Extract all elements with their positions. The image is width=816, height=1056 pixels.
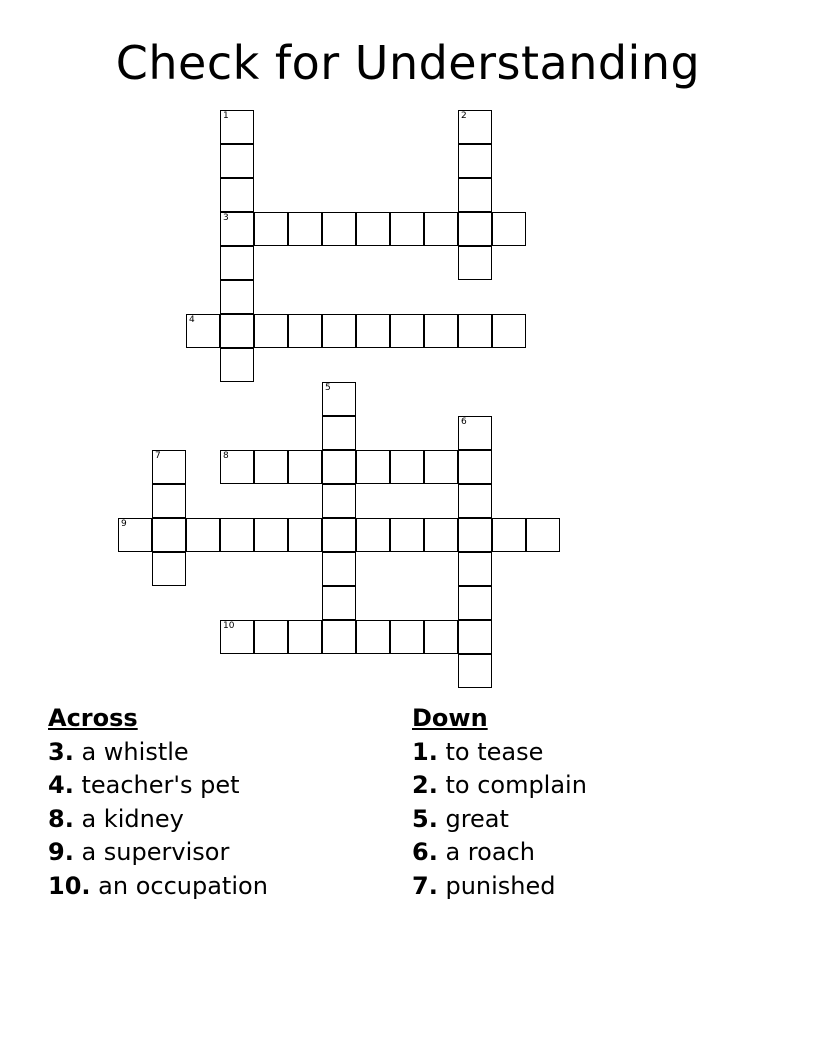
down-clue xyxy=(412,803,587,837)
grid-cell[interactable] xyxy=(322,416,356,450)
grid-cell[interactable] xyxy=(458,450,492,484)
across-clue xyxy=(48,736,268,770)
clue-number-label: 5 xyxy=(325,383,331,393)
grid-cell[interactable] xyxy=(322,212,356,246)
clue-text: a roach xyxy=(445,838,535,866)
grid-cell[interactable] xyxy=(322,620,356,654)
down-clue xyxy=(412,736,587,770)
grid-cell[interactable] xyxy=(322,314,356,348)
clue-text: to tease xyxy=(445,737,544,766)
clue-number-label: 8 xyxy=(223,451,229,461)
clue-text: a kidney xyxy=(81,804,184,833)
grid-cell[interactable] xyxy=(390,450,424,484)
clue-number: 5. xyxy=(412,804,438,833)
grid-cell[interactable] xyxy=(356,450,390,484)
across-clue xyxy=(48,769,268,803)
clue-text: punished xyxy=(445,871,556,900)
grid-cell[interactable] xyxy=(492,314,526,348)
grid-cell[interactable] xyxy=(288,212,322,246)
clue-text: to complain xyxy=(445,771,587,799)
clue-number: 8. xyxy=(48,804,74,833)
grid-cell[interactable] xyxy=(322,382,356,416)
grid-cell[interactable] xyxy=(458,144,492,178)
grid-cell[interactable] xyxy=(220,178,254,212)
clue-number: 7. xyxy=(412,871,438,900)
grid-cell[interactable] xyxy=(152,484,186,518)
down-clue xyxy=(412,870,587,904)
grid-cell[interactable] xyxy=(458,586,492,620)
page-title: Check for Understanding xyxy=(115,36,701,90)
grid-cell[interactable] xyxy=(220,212,254,246)
clue-number-label: 10 xyxy=(223,621,235,631)
clue-number-label: 4 xyxy=(189,315,195,325)
clue-number: 9. xyxy=(48,838,74,866)
grid-cell[interactable] xyxy=(492,518,526,552)
clue-number-label: 3 xyxy=(223,213,229,223)
grid-cell[interactable] xyxy=(288,620,322,654)
grid-cell[interactable] xyxy=(458,518,492,552)
grid-cell[interactable] xyxy=(118,518,152,552)
grid-cell[interactable] xyxy=(322,552,356,586)
grid-cell[interactable] xyxy=(424,518,458,552)
grid-cell[interactable] xyxy=(288,314,322,348)
grid-cell[interactable] xyxy=(220,314,254,348)
clue-text: a whistle xyxy=(81,737,189,766)
down-clue xyxy=(412,769,587,803)
grid-cell[interactable] xyxy=(322,586,356,620)
grid-cell[interactable] xyxy=(254,620,288,654)
grid-cell[interactable] xyxy=(220,620,254,654)
grid-cell[interactable] xyxy=(288,518,322,552)
grid-cell[interactable] xyxy=(322,518,356,552)
grid-cell[interactable] xyxy=(458,212,492,246)
grid-cell[interactable] xyxy=(390,518,424,552)
down-clue xyxy=(412,836,587,870)
across-clue xyxy=(48,836,268,870)
down-clues xyxy=(412,702,587,903)
clue-number-label: 7 xyxy=(155,451,161,461)
grid-cell[interactable] xyxy=(186,518,220,552)
grid-cell[interactable] xyxy=(356,620,390,654)
clue-number-label: 9 xyxy=(121,519,127,529)
grid-cell[interactable] xyxy=(424,212,458,246)
clue-number-label: 1 xyxy=(223,111,229,121)
grid-cell[interactable] xyxy=(186,314,220,348)
grid-cell[interactable] xyxy=(152,518,186,552)
clue-number: 1. xyxy=(412,737,438,766)
grid-cell[interactable] xyxy=(458,552,492,586)
grid-cell[interactable] xyxy=(424,450,458,484)
grid-cell[interactable] xyxy=(254,450,288,484)
clue-number-label: 6 xyxy=(461,417,467,427)
grid-cell[interactable] xyxy=(526,518,560,552)
grid-cell[interactable] xyxy=(220,450,254,484)
grid-cell[interactable] xyxy=(152,450,186,484)
grid-cell[interactable] xyxy=(220,348,254,382)
across-heading: Across xyxy=(48,704,138,732)
down-heading: Down xyxy=(412,704,488,732)
grid-cell[interactable] xyxy=(424,314,458,348)
clue-number: 6. xyxy=(412,838,438,866)
grid-cell[interactable] xyxy=(220,518,254,552)
grid-cell[interactable] xyxy=(254,314,288,348)
grid-cell[interactable] xyxy=(390,620,424,654)
grid-cell[interactable] xyxy=(492,212,526,246)
grid-cell[interactable] xyxy=(356,518,390,552)
grid-cell[interactable] xyxy=(458,620,492,654)
across-clues xyxy=(48,702,268,903)
grid-cell[interactable] xyxy=(288,450,322,484)
clue-text: great xyxy=(445,804,509,833)
clue-number: 10. xyxy=(48,871,91,900)
grid-cell[interactable] xyxy=(458,246,492,280)
grid-cell[interactable] xyxy=(220,246,254,280)
clue-number: 4. xyxy=(48,771,74,799)
grid-cell[interactable] xyxy=(220,280,254,314)
grid-cell[interactable] xyxy=(458,654,492,688)
grid-cell[interactable] xyxy=(458,178,492,212)
clue-number: 3. xyxy=(48,737,74,766)
grid-cell[interactable] xyxy=(220,144,254,178)
clue-number: 2. xyxy=(412,771,438,799)
grid-cell[interactable] xyxy=(356,314,390,348)
clue-text: an occupation xyxy=(98,871,268,900)
grid-cell[interactable] xyxy=(254,212,288,246)
grid-cell[interactable] xyxy=(458,416,492,450)
across-clue xyxy=(48,870,268,904)
grid-cell[interactable] xyxy=(322,450,356,484)
clue-number-label: 2 xyxy=(461,111,467,121)
grid-cell[interactable] xyxy=(356,212,390,246)
grid-cell[interactable] xyxy=(458,484,492,518)
grid-cell[interactable] xyxy=(254,518,288,552)
grid-cell[interactable] xyxy=(458,110,492,144)
grid-cell[interactable] xyxy=(424,620,458,654)
grid-cell[interactable] xyxy=(152,552,186,586)
grid-cell[interactable] xyxy=(220,110,254,144)
clue-text: a supervisor xyxy=(81,838,230,866)
grid-cell[interactable] xyxy=(390,212,424,246)
grid-cell[interactable] xyxy=(390,314,424,348)
grid-cell[interactable] xyxy=(458,314,492,348)
across-clue xyxy=(48,803,268,837)
grid-cell[interactable] xyxy=(322,484,356,518)
clue-text: teacher's pet xyxy=(81,771,240,799)
